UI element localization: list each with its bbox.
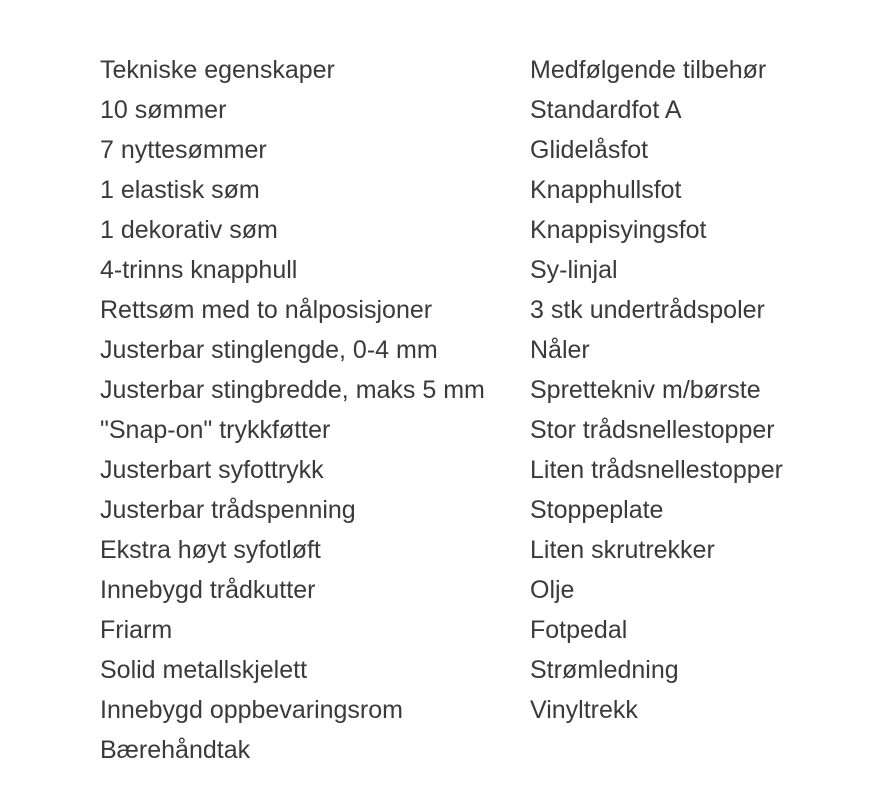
accessory-item: Stoppeplate — [530, 496, 664, 524]
features-column — [100, 50, 530, 770]
accessory-item: Olje — [530, 576, 575, 604]
accessory-item: Fotpedal — [530, 616, 628, 644]
accessory-item: Liten skrutrekker — [530, 536, 715, 564]
feature-item: Innebygd trådkutter — [100, 576, 316, 604]
accessory-item: Strømledning — [530, 656, 679, 684]
feature-item: Justerbar trådspenning — [100, 496, 356, 524]
accessory-item: Sprettekniv m/børste — [530, 376, 761, 404]
feature-item: 1 dekorativ søm — [100, 216, 278, 244]
feature-item: 4-trinns knapphull — [100, 256, 298, 284]
features-heading: Tekniske egenskaper — [100, 56, 335, 84]
feature-item: Bærehåndtak — [100, 736, 251, 764]
spec-table — [100, 50, 830, 770]
accessory-item: Nåler — [530, 336, 590, 364]
accessory-item: Stor trådsnellestopper — [530, 416, 775, 444]
accessory-item: Standardfot A — [530, 96, 682, 124]
feature-item: Ekstra høyt syfotløft — [100, 536, 321, 564]
accessory-item: Knappisyingsfot — [530, 216, 707, 244]
feature-item: Justerbart syfottrykk — [100, 456, 324, 484]
feature-item: Rettsøm med to nålposisjoner — [100, 296, 433, 324]
accessories-column — [530, 50, 830, 770]
feature-item: 10 sømmer — [100, 96, 227, 124]
accessory-item: 3 stk undertrådspoler — [530, 296, 765, 324]
feature-item: Justerbar stingbredde, maks 5 mm — [100, 376, 485, 404]
accessories-heading: Medfølgende tilbehør — [530, 56, 767, 84]
accessory-item: Glidelåsfot — [530, 136, 649, 164]
accessory-item: Vinyltrekk — [530, 696, 638, 724]
accessory-item: Liten trådsnellestopper — [530, 456, 783, 484]
accessory-item: Sy-linjal — [530, 256, 618, 284]
feature-item: Friarm — [100, 616, 173, 644]
feature-item: 7 nyttesømmer — [100, 136, 267, 164]
feature-item: "Snap-on" trykkføtter — [100, 416, 331, 444]
feature-item: Solid metallskjelett — [100, 656, 308, 684]
feature-item: Justerbar stinglengde, 0-4 mm — [100, 336, 438, 364]
feature-item: Innebygd oppbevaringsrom — [100, 696, 403, 724]
accessory-item: Knapphullsfot — [530, 176, 682, 204]
feature-item: 1 elastisk søm — [100, 176, 260, 204]
